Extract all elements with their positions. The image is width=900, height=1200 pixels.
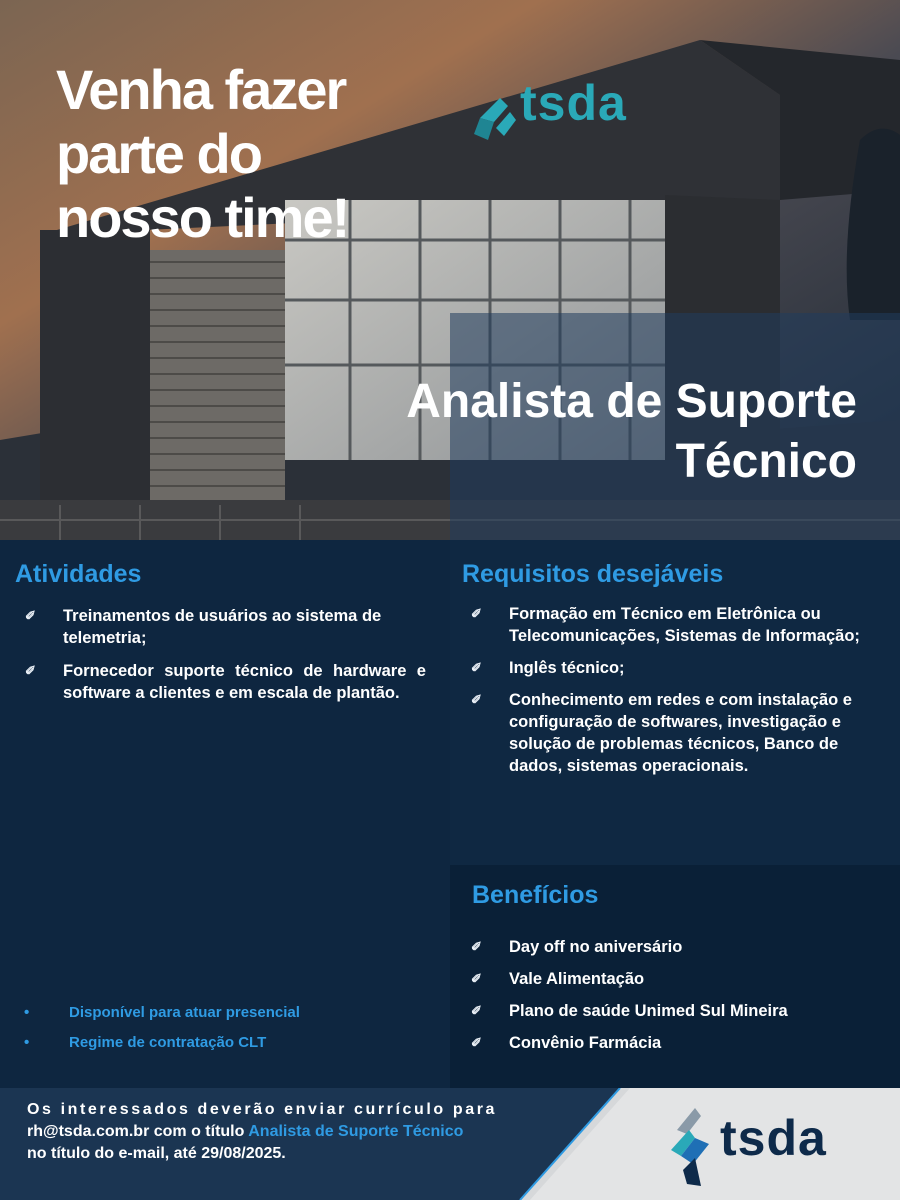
list-item: ✐ Formação em Técnico em Eletrônica ou Telecomunicações, Sistemas de Informação; xyxy=(471,605,860,645)
list-item: ✐ Convênio Farmácia xyxy=(471,1034,662,1052)
instructions-line: rh@tsda.com.br com o título xyxy=(27,1123,249,1140)
requirements-heading: Requisitos desejáveis xyxy=(462,560,724,588)
bullet-icon: ✐ xyxy=(471,1003,482,1018)
hero-headline-line: Venha fazer xyxy=(56,58,346,121)
application-instructions xyxy=(27,1099,557,1165)
bullet-icon: ✐ xyxy=(471,692,482,707)
list-item: ✐ Inglês técnico; xyxy=(471,659,625,677)
benefits-heading: Benefícios xyxy=(472,881,599,909)
job-title xyxy=(297,372,857,492)
hero-headline-line: parte do xyxy=(56,122,261,185)
list-item: • Regime de contratação CLT xyxy=(22,1032,442,1054)
dot-bullet-icon: • xyxy=(24,1004,30,1021)
list-item: ✐ Day off no aniversário xyxy=(471,938,683,956)
list-item: ✐ Conhecimento em redes e com instalação e configuração de softwares, investigação e solução de problemas técnicos, Banco de dados, sistemas operacionais. xyxy=(471,691,852,775)
bullet-icon: ✐ xyxy=(471,971,482,986)
job-title-line: Analista de Suporte xyxy=(406,375,857,428)
instructions-line: no título do e-mail, até 29/08/2025. xyxy=(27,1145,286,1162)
dot-bullet-icon: • xyxy=(24,1034,30,1051)
bullet-icon: ✐ xyxy=(25,663,36,678)
conditions-list xyxy=(22,1002,442,1062)
building-logo-text: tsda xyxy=(520,75,627,131)
instructions-line: Os interessados deverão enviar currículo para xyxy=(27,1101,498,1118)
list-item: ✐ Vale Alimentação xyxy=(471,970,645,988)
list-item: ✐ Fornecedor suporte técnico de hardware e software a clientes e em escala de plantão. xyxy=(25,662,426,702)
tsda-logo-text: tsda xyxy=(720,1110,827,1166)
hero-headline-line: nosso time! xyxy=(56,186,349,249)
benefits-list xyxy=(470,936,870,1064)
bullet-icon: ✐ xyxy=(471,660,482,675)
list-item: ✐ Treinamentos de usuários ao sistema de telemetria; xyxy=(25,607,382,647)
bullet-icon: ✐ xyxy=(471,939,482,954)
requirements-list xyxy=(470,603,870,787)
bullet-icon: ✐ xyxy=(25,608,36,623)
bullet-icon: ✐ xyxy=(471,606,482,621)
hero-banner xyxy=(0,0,900,540)
hero-headline xyxy=(56,58,416,250)
instructions-highlight: Analista de Suporte Técnico xyxy=(248,1123,464,1140)
job-title-line: Técnico xyxy=(675,435,857,488)
activities-heading: Atividades xyxy=(15,560,142,588)
activities-list xyxy=(22,605,426,715)
list-item: ✐ Plano de saúde Unimed Sul Mineira xyxy=(471,1002,788,1020)
bullet-icon: ✐ xyxy=(471,1035,482,1050)
list-item: • Disponível para atuar presencial xyxy=(22,1002,442,1024)
